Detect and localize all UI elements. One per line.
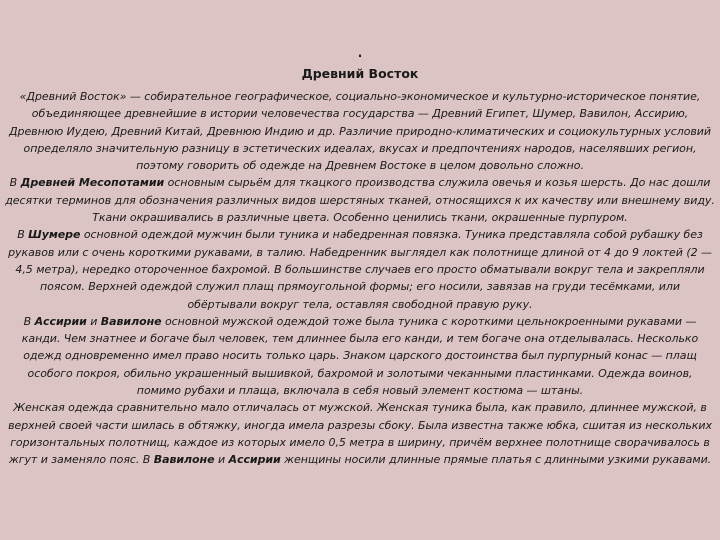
sumer-prefix: В bbox=[17, 228, 29, 242]
sumer-text: основной одеждой мужчин были туника и набедренная повязка. Туника представляла собой рубашку без рукавов или с очень короткими рукавами, в талию. Набедренник выглядел как полотнище длиной от 4 до 9 локтей (2 — 4,5 метра), нередко отороченное бахромой. В большинстве случаев его просто обматывали вокруг тела и закрепляли поясом. Верхней одеждой служил плащ прямоугольной формы; его носили, завязав на груди тесёмками, или обёртывали вокруг тела, оставляя свободной правую руку. bbox=[8, 228, 712, 311]
body-text bbox=[4, 88, 716, 469]
women-assyria-term: Ассирии bbox=[228, 453, 281, 467]
women-text: Женская одежда сравнительно мало отличалась от мужской. Женская туника была, как правило, длиннее мужской, в верхней своей части шилась в обтяжку, иногда имела разрезы сбоку. Была известна также юбка, сшитая из нескольких горизонтальных полотнищ, каждое из которых имело 0,5 метра в ширину, причём верхнее полотнище сворачивалось в жгут и заменяло пояс. В bbox=[8, 401, 712, 467]
babylon-term: Вавилоне bbox=[100, 314, 162, 328]
mesopotamia-text: основным сырьём для ткацкого производства служила овечья и козья шерсть. До нас дошли десятки терминов для обозначения различных видов шерстяных тканей, относящихся к их качеству или внешнему виду. Ткани окрашивались в различные цвета. Особенно ценились ткани, окрашенные пурпуром. bbox=[5, 176, 715, 225]
assyria-prefix: В bbox=[23, 314, 35, 328]
mesopotamia-prefix: В bbox=[9, 176, 21, 190]
mesopotamia-term: Древней Месопотамии bbox=[20, 176, 165, 190]
assyria-term: Ассирии bbox=[34, 314, 87, 328]
sumer-term: Шумере bbox=[28, 228, 81, 242]
women-paragraph bbox=[4, 399, 716, 468]
assyria-text: основной мужской одеждой тоже была туника с короткими цельнокроенными рукавами — канди. Чем знатнее и богаче был человек, тем длиннее была его канди, и тем богаче она отделывалась. Несколько одежд одновременно имел право носить только царь. Знаком царского достоинства был пурпурный конас — плащ особого покроя, обильно украшенный вышивкой, бахромой и золотыми чеканными пластинками. Одежда воинов, помимо рубахи и плаща, включала в себя новый элемент костюма — штаны. bbox=[21, 314, 699, 398]
women-babylon-term: Вавилоне bbox=[153, 453, 215, 467]
intro-paragraph: «Древний Восток» — собирательное географическое, социально-экономическое и культурно-историческое понятие, объединяющее древнейшие в истории человечества государства — Древний Египет, Шумер, Вавилон, Ассирию, Древнюю Иудею, Древний Китай, Древнюю Индию и др. Различие природно-климатических и социокультурных условий определяло значительную разницу в эстетических идеалах, вкусах и предпочтениях народов, населявших регион, поэтому говорить об одежде на Древнем Востоке в целом довольно сложно. bbox=[8, 90, 712, 173]
page-title: Древний Восток bbox=[301, 66, 419, 81]
women-and: и bbox=[214, 453, 229, 467]
assyria-and: и bbox=[86, 314, 101, 328]
sumer-paragraph bbox=[4, 226, 716, 312]
women-end-text: женщины носили длинные прямые платья с длинными узкими рукавами. bbox=[280, 453, 712, 467]
slide-marker: . bbox=[357, 46, 363, 60]
assyria-paragraph bbox=[4, 313, 716, 399]
mesopotamia-paragraph bbox=[4, 174, 716, 226]
